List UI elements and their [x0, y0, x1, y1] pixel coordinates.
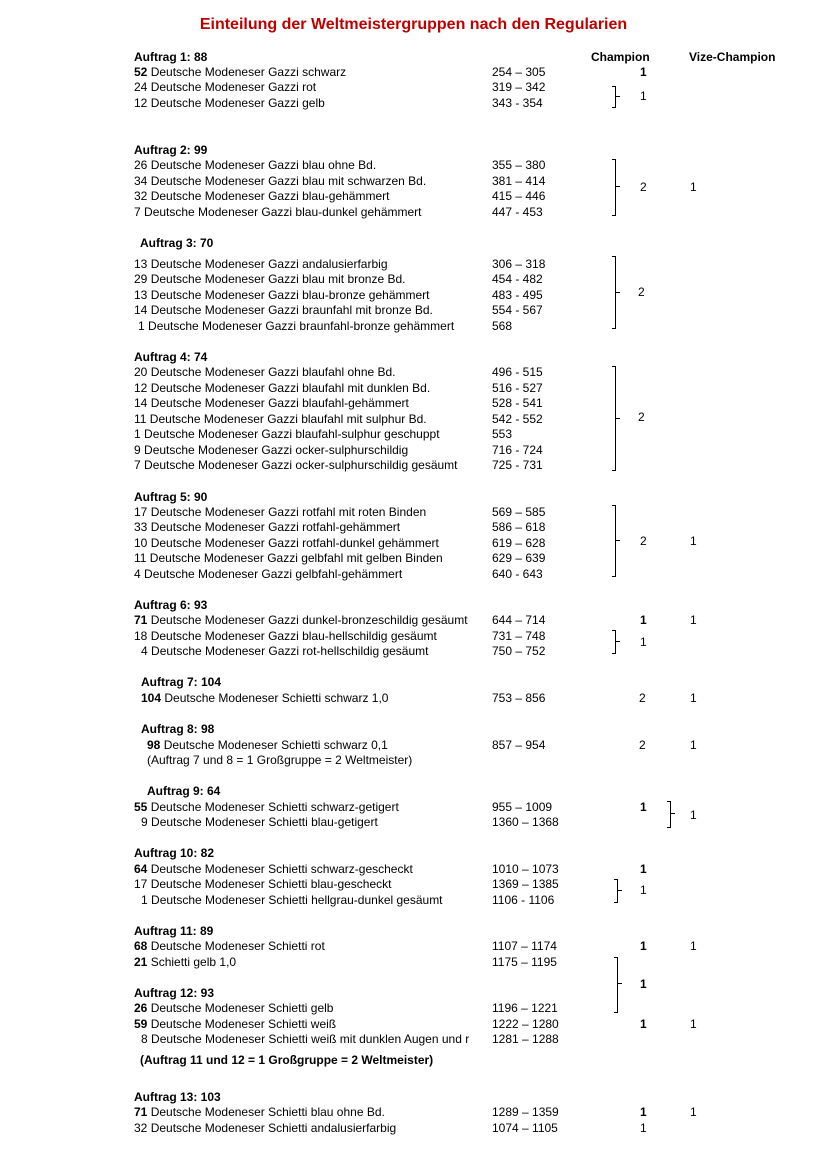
item-count: 33	[134, 520, 148, 534]
vize-champion-count: 1	[690, 613, 697, 627]
item-count: 68	[134, 939, 148, 953]
champion-count: 1	[640, 613, 647, 627]
ring-number-range: 1196 – 1221	[492, 1001, 558, 1015]
bracket-champion-count: 1	[640, 635, 647, 649]
group-heading: Auftrag 6: 93	[134, 598, 208, 612]
ring-number-range: 569 – 585	[492, 505, 546, 519]
ring-number-range: 454 - 482	[492, 272, 543, 286]
list-item	[134, 174, 426, 188]
list-item	[141, 815, 378, 829]
list-item	[134, 877, 392, 891]
item-count: 13	[134, 288, 148, 302]
group-bracket	[612, 505, 616, 577]
list-item	[141, 1032, 483, 1046]
item-count: 1	[138, 319, 145, 333]
list-item	[134, 257, 388, 271]
item-description: Deutsche Modeneser Schietti blau-gescheckt	[147, 877, 392, 891]
list-item	[134, 505, 426, 519]
vize-champion-count: 1	[690, 939, 697, 953]
ring-number-range: 415 – 446	[492, 189, 546, 203]
item-count: 9	[141, 815, 148, 829]
item-description: Deutsche Modeneser Gazzi ocker-sulphurschildig	[140, 443, 409, 457]
ring-number-range: 516 - 527	[492, 381, 543, 395]
ring-number-range: 1360 – 1368	[492, 815, 559, 829]
list-item	[134, 96, 325, 110]
item-count: 71	[134, 1105, 148, 1119]
item-description: Deutsche Modeneser Gazzi blaufahl-sulphur geschuppt	[140, 427, 440, 441]
item-count: 98	[147, 738, 161, 752]
item-description: Deutsche Modeneser Schietti andalusierfarbig	[147, 1121, 397, 1135]
item-count: 7	[134, 458, 141, 472]
item-description: Deutsche Modeneser Gazzi dunkel-bronzeschildig gesäumt	[147, 613, 468, 627]
list-item	[134, 1121, 396, 1135]
ring-number-range: 644 – 714	[492, 613, 546, 627]
item-count: 55	[134, 800, 148, 814]
item-count: 17	[134, 877, 148, 891]
list-item	[134, 65, 346, 79]
list-item	[147, 738, 388, 752]
champion-count: 2	[639, 738, 646, 752]
list-item	[134, 272, 406, 286]
item-description: Deutsche Modeneser Gazzi blaufahl-gehämmert	[147, 396, 409, 410]
ring-number-range: 254 – 305	[492, 65, 546, 79]
page-title: Einteilung der Weltmeistergruppen nach den Regularien	[199, 16, 628, 33]
list-item	[134, 862, 413, 876]
list-item	[138, 319, 454, 333]
bracket-champion-count: 1	[640, 883, 647, 897]
item-description: Deutsche Modeneser Schietti gelb	[147, 1001, 334, 1015]
item-count: 12	[134, 96, 148, 110]
item-count: 11	[134, 551, 147, 565]
group-bracket	[612, 159, 616, 216]
bracket-tick	[616, 641, 620, 642]
item-description: Deutsche Modeneser Gazzi rot	[147, 80, 317, 94]
item-count: 13	[134, 257, 148, 271]
list-item	[134, 520, 400, 534]
item-count: 64	[134, 862, 148, 876]
list-item	[134, 365, 396, 379]
champion-count: 1	[640, 1105, 647, 1119]
list-item	[134, 189, 389, 203]
item-count: 32	[134, 1121, 148, 1135]
group-bracket	[614, 879, 618, 903]
ring-number-range: 731 – 748	[492, 629, 546, 643]
ring-number-range: 1222 – 1280	[492, 1017, 559, 1031]
list-item	[134, 427, 440, 441]
list-item	[134, 303, 433, 317]
item-description: Deutsche Modeneser Gazzi blau-dunkel gehämmert	[140, 205, 422, 219]
bracket-tick	[618, 983, 622, 984]
list-item	[134, 443, 408, 457]
ring-number-range: 1369 – 1385	[492, 877, 559, 891]
item-count: 26	[134, 1001, 148, 1015]
champion-count: 1	[640, 65, 647, 79]
ring-number-range: 542 - 552	[492, 412, 543, 426]
list-item	[134, 288, 430, 302]
group-heading: Auftrag 5: 90	[134, 490, 208, 504]
vize-champion-count: 1	[690, 1017, 697, 1031]
item-count: 10	[134, 536, 148, 550]
item-count: 4	[134, 567, 141, 581]
bracket-tick	[671, 813, 675, 814]
item-count: 59	[134, 1017, 148, 1031]
group-heading: Auftrag 9: 64	[147, 784, 221, 798]
item-description: Deutsche Modeneser Schietti blau ohne Bd.	[147, 1105, 385, 1119]
list-item	[134, 800, 399, 814]
ring-number-range: 1074 – 1105	[492, 1121, 558, 1135]
item-count: 32	[134, 189, 148, 203]
group-heading: Auftrag 13: 103	[134, 1090, 221, 1104]
group-note: (Auftrag 11 und 12 = 1 Großgruppe = 2 Weltmeister)	[140, 1053, 434, 1067]
item-description: Deutsche Modeneser Gazzi blaufahl mit sulphur Bd.	[146, 412, 427, 426]
item-description: Deutsche Modeneser Gazzi rotfahl mit roten Binden	[147, 505, 427, 519]
list-item	[134, 939, 325, 953]
group-heading: Auftrag 1: 88	[134, 50, 208, 64]
item-description: Deutsche Modeneser Schietti blau-getigert	[147, 815, 378, 829]
ring-number-range: 1106 - 1106	[492, 893, 555, 907]
item-description: Deutsche Modeneser Schietti schwarz 1,0	[161, 691, 389, 705]
vize-champion-count: 1	[690, 180, 697, 194]
item-count: 104	[141, 691, 162, 705]
item-count: 20	[134, 365, 148, 379]
item-description: Deutsche Modeneser Gazzi rotfahl-gehämmert	[147, 520, 401, 534]
list-item	[134, 412, 427, 426]
champion-column-header: Champion	[591, 50, 650, 64]
bracket-champion-count: 2	[640, 534, 647, 548]
item-description: Deutsche Modeneser Gazzi blau-gehämmert	[147, 189, 390, 203]
list-item	[134, 955, 236, 969]
item-description: Deutsche Modeneser Gazzi gelbfahl-gehämmert	[140, 567, 403, 581]
ring-number-range: 483 - 495	[492, 288, 543, 302]
list-item	[134, 458, 458, 472]
list-item	[141, 691, 388, 705]
item-description: Deutsche Modeneser Gazzi andalusierfarbig	[147, 257, 388, 271]
ring-number-range: 447 - 453	[492, 205, 543, 219]
ring-number-range: 640 - 643	[492, 567, 543, 581]
ring-number-range: 716 - 724	[492, 443, 543, 457]
item-count: 26	[134, 158, 148, 172]
bracket-champion-count: 1	[640, 89, 647, 103]
item-description: Schietti gelb 1,0	[147, 955, 237, 969]
bracket-champion-count: 2	[638, 410, 645, 424]
list-item	[134, 205, 422, 219]
ring-number-range: 857 – 954	[492, 738, 546, 752]
vize-champion-count: 1	[690, 738, 697, 752]
ring-number-range: 381 – 414	[492, 174, 546, 188]
item-description: Deutsche Modeneser Gazzi blaufahl ohne Bd.	[147, 365, 396, 379]
ring-number-range: 496 - 515	[492, 365, 543, 379]
bracket-champion-count: 1	[640, 977, 647, 991]
bracket-champion-count: 2	[638, 285, 645, 299]
group-bracket	[614, 957, 618, 1013]
item-description: Deutsche Modeneser Gazzi schwarz	[147, 65, 347, 79]
list-item	[134, 613, 468, 627]
item-description: Deutsche Modeneser Gazzi gelbfahl mit gelben Binden	[146, 551, 443, 565]
ring-number-range: 568	[492, 319, 513, 333]
bracket-tick	[616, 540, 620, 541]
champion-count: 1	[640, 939, 647, 953]
ring-number-range: 528 - 541	[492, 396, 543, 410]
ring-number-range: 1281 – 1288	[492, 1032, 559, 1046]
list-item	[134, 381, 430, 395]
group-bracket	[667, 801, 671, 828]
item-count: 9	[134, 443, 141, 457]
bracket-tick	[618, 890, 622, 891]
group-bracket	[612, 630, 616, 654]
group-note: (Auftrag 7 und 8 = 1 Großgruppe = 2 Weltmeister)	[147, 753, 413, 767]
item-count: 17	[134, 505, 148, 519]
ring-number-range: 750 – 752	[492, 644, 546, 658]
item-count: 52	[134, 65, 148, 79]
list-item	[134, 629, 437, 643]
list-item	[134, 396, 409, 410]
list-item	[134, 1017, 336, 1031]
item-count: 24	[134, 80, 148, 94]
item-count: 71	[134, 613, 148, 627]
item-description: Deutsche Modeneser Gazzi rot-hellschildig gesäumt	[147, 644, 429, 658]
group-heading: Auftrag 11: 89	[134, 924, 214, 938]
item-description: Deutsche Modeneser Gazzi blau mit bronze Bd.	[147, 272, 406, 286]
group-heading: Auftrag 8: 98	[141, 722, 215, 736]
ring-number-range: 725 - 731	[492, 458, 543, 472]
item-description: Deutsche Modeneser Gazzi braunfahl-bronze gehämmert	[144, 319, 455, 333]
list-item	[134, 80, 316, 94]
ring-number-range: 629 – 639	[492, 551, 546, 565]
vize-champion-count: 1	[690, 691, 697, 705]
list-item	[134, 551, 443, 565]
item-count: 4	[141, 644, 148, 658]
ring-number-range: 553	[492, 427, 513, 441]
group-bracket	[612, 86, 616, 108]
item-description: Deutsche Modeneser Gazzi gelb	[147, 96, 325, 110]
item-count: 1	[134, 427, 141, 441]
item-description: Deutsche Modeneser Schietti schwarz-gescheckt	[147, 862, 413, 876]
item-description: Deutsche Modeneser Schietti hellgrau-dunkel gesäumt	[147, 893, 443, 907]
group-heading: Auftrag 12: 93	[134, 986, 215, 1000]
item-description: Deutsche Modeneser Schietti schwarz-getigert	[147, 800, 399, 814]
ring-number-range: 1010 – 1073	[492, 862, 559, 876]
item-count: 7	[134, 205, 141, 219]
item-description: Deutsche Modeneser Schietti weiß mit dunklen Augen und r	[147, 1032, 470, 1046]
list-item	[134, 1105, 385, 1119]
group-heading: Auftrag 10: 82	[134, 846, 215, 860]
ring-number-range: 1289 – 1359	[492, 1105, 559, 1119]
champion-count: 1	[640, 800, 647, 814]
bracket-tick	[616, 418, 620, 419]
item-count: 34	[134, 174, 148, 188]
ring-number-range: 554 - 567	[492, 303, 543, 317]
champion-count: 1	[640, 1121, 647, 1135]
list-item	[134, 567, 402, 581]
item-count: 14	[134, 396, 148, 410]
item-count: 14	[134, 303, 148, 317]
item-description: Deutsche Modeneser Gazzi blau-bronze gehämmert	[147, 288, 430, 302]
item-count: 8	[141, 1032, 148, 1046]
vize-champion-column-header: Vize-Champion	[689, 50, 776, 64]
bracket-tick	[616, 292, 620, 293]
item-description: Deutsche Modeneser Gazzi blau-hellschildig gesäumt	[147, 629, 437, 643]
item-description: Deutsche Modeneser Gazzi blaufahl mit dunklen Bd.	[147, 381, 431, 395]
champion-count: 2	[639, 691, 646, 705]
vize-champion-count: 1	[690, 1105, 697, 1119]
ring-number-range: 586 – 618	[492, 520, 546, 534]
group-heading: Auftrag 3: 70	[140, 236, 214, 250]
item-count: 18	[134, 629, 148, 643]
item-description: Deutsche Modeneser Gazzi ocker-sulphurschildig gesäumt	[140, 458, 458, 472]
list-item	[134, 536, 439, 550]
item-description: Deutsche Modeneser Gazzi blau mit schwarzen Bd.	[147, 174, 427, 188]
item-count: 1	[141, 893, 148, 907]
group-heading: Auftrag 7: 104	[141, 675, 222, 689]
ring-number-range: 1107 – 1174	[492, 939, 557, 953]
ring-number-range: 355 – 380	[492, 158, 546, 172]
list-item	[141, 893, 443, 907]
item-count: 11	[134, 412, 147, 426]
list-item	[141, 644, 429, 658]
bracket-vize-count: 1	[690, 808, 697, 822]
bracket-tick	[616, 96, 620, 97]
bracket-champion-count: 2	[640, 180, 647, 194]
ring-number-range: 619 – 628	[492, 536, 546, 550]
item-count: 29	[134, 272, 148, 286]
item-description: Deutsche Modeneser Gazzi braunfahl mit bronze Bd.	[147, 303, 433, 317]
ring-number-range: 343 - 354	[492, 96, 543, 110]
champion-count: 1	[640, 862, 647, 876]
ring-number-range: 753 – 856	[492, 691, 546, 705]
group-heading: Auftrag 2: 99	[134, 143, 208, 157]
group-heading: Auftrag 4: 74	[134, 350, 208, 364]
item-count: 21	[134, 955, 148, 969]
champion-count: 1	[640, 1017, 647, 1031]
list-item	[134, 158, 376, 172]
item-description: Deutsche Modeneser Gazzi rotfahl-dunkel gehämmert	[147, 536, 439, 550]
bracket-tick	[616, 186, 620, 187]
item-description: Deutsche Modeneser Schietti rot	[147, 939, 325, 953]
vize-champion-count: 1	[690, 534, 697, 548]
ring-number-range: 319 – 342	[492, 80, 546, 94]
item-count: 12	[134, 381, 148, 395]
list-item	[134, 1001, 333, 1015]
ring-number-range: 955 – 1009	[492, 800, 553, 814]
ring-number-range: 1175 – 1195	[492, 955, 557, 969]
item-description: Deutsche Modeneser Schietti weiß	[147, 1017, 337, 1031]
ring-number-range: 306 – 318	[492, 257, 546, 271]
item-description: Deutsche Modeneser Gazzi blau ohne Bd.	[147, 158, 377, 172]
item-description: Deutsche Modeneser Schietti schwarz 0,1	[160, 738, 388, 752]
